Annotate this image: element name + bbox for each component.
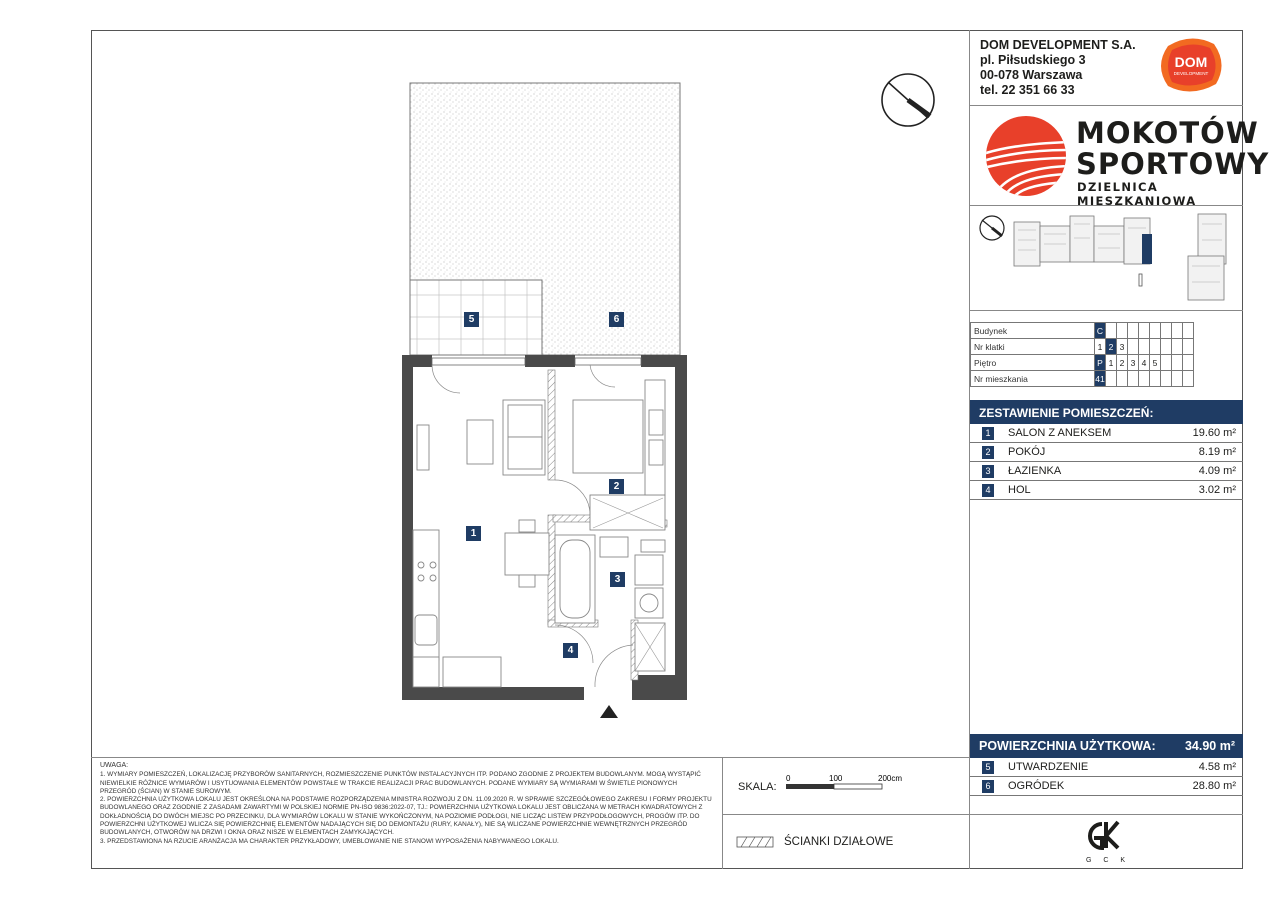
plan-tag-bathroom: 3	[610, 572, 625, 587]
info-cell	[1150, 371, 1161, 387]
note-item: 1. WYMIARY POMIESZCZEŃ, LOKALIZACJĘ PRZYBORÓW SANITARNYCH, ROZMIESZCZENIE PUNKTÓW INSTALACYJNYCH ITP. PODANO ZGODNIE Z PROJEKTEM BUDOWLANYM. MOGĄ WYSTĄPIĆ NIEWIELKIE RÓŻNICE WYMIARÓW I USYTUOWANIA ELEMENTÓW POWSTAŁE W TRAKCIE REALIZACJI PRAC BUDOWLANYCH. PODANE WYMIARY SĄ WYMIARAMI W ŚWIETLE PIONOWYCH PRZEGRÓD (ŚCIAN) W STANIE SUROWYM.	[100, 771, 701, 795]
info-cell	[1150, 339, 1161, 355]
room-name: POKÓJ	[1008, 446, 1046, 458]
info-cell	[1183, 355, 1194, 371]
info-cell	[1172, 323, 1183, 339]
info-cell	[1150, 323, 1161, 339]
info-cell	[1128, 323, 1139, 339]
info-cell: 5	[1150, 355, 1161, 371]
info-cell	[1183, 339, 1194, 355]
room-number: 5	[982, 761, 994, 774]
info-cell: 2	[1106, 339, 1117, 355]
info-cell	[1106, 323, 1117, 339]
site-plan-thumbnail	[976, 210, 1238, 306]
info-cell: 41	[1095, 371, 1106, 387]
info-cell: P	[1095, 355, 1106, 371]
divider	[969, 814, 1243, 815]
info-cell	[1139, 371, 1150, 387]
info-cell	[1161, 339, 1172, 355]
info-cell	[1161, 323, 1172, 339]
room-area: 28.80 m²	[1192, 780, 1236, 792]
room-name: SALON Z ANEKSEM	[1008, 427, 1112, 439]
dom-development-logo	[1158, 36, 1224, 94]
company-phone: tel. 22 351 66 33	[980, 83, 1075, 97]
info-cell	[1128, 371, 1139, 387]
divider	[969, 105, 1243, 106]
info-row-label: Budynek	[971, 323, 1095, 339]
dom-logo-text: DOM	[1174, 54, 1208, 70]
room-number: 3	[982, 465, 994, 478]
project-title-line2: SPORTOWY	[1076, 147, 1270, 181]
room-area: 8.19 m²	[1198, 446, 1236, 458]
info-row-label: Nr klatki	[971, 339, 1095, 355]
room-area: 3.02 m²	[1198, 484, 1236, 496]
room-number: 6	[982, 780, 994, 793]
notes-title: UWAGA:	[100, 762, 129, 769]
plan-tag-bedroom: 2	[609, 479, 624, 494]
gck-letters: G C K	[1085, 857, 1131, 864]
room-name: OGRÓDEK	[1008, 780, 1065, 792]
info-cell	[1139, 339, 1150, 355]
divider	[722, 757, 723, 869]
scale-bar	[780, 772, 910, 794]
note-item: 2. POWIERZCHNIA UŻYTKOWA LOKALU JEST OKREŚLONA NA PODSTAWIE ROZPORZĄDZENIA MINISTRA ROZWOJU Z DN. 11.09.2020 R. W SPRAWIE SZCZEGÓŁOWEGO ZAKRESU I FORMY PROJEKTU BUDOWLANEGO ORAZ ZGODNIE Z ZASADAMI ZAWARTYMI W POLSKIEJ NORMIE PN-ISO 9836:2022-07, TJ.: POWIERZCHNIA UŻYTKOWA LOKALU JEST OBLICZANA W METRACH KWADRATOWYCH Z DOKŁADNOŚCIĄ DO DWÓCH MIEJSC PO PRZECINKU, DLA WYMIARÓW LOKALU W STANIE WYKOŃCZONYM, NA POZIOMIE PODŁOGI, NIE LICZĄC LISTEW PRZYPODŁOGOWYCH, PROGÓW ITP. DO POWIERZCHNI UŻYTKOWEJ WLICZA SIĘ POWIERZCHNIĘ ELEMENTÓW NADAJĄCYCH SIĘ DO DEMONTAŻU (RURY, KANAŁY), NIE SĄ WLICZANE POWIERZCHNIE WEWNĘTRZNYCH PRZEGRÓD BUDOWLANYCH, OTWORÓW NA DRZWI I OKNA ORAZ NISZE W ELEMENTACH ZAMYKAJĄCYCH.	[100, 796, 712, 837]
room-name: HOL	[1008, 484, 1031, 496]
plan-tag-terrace: 5	[464, 312, 479, 327]
info-cell	[1139, 323, 1150, 339]
info-row	[971, 339, 1194, 355]
info-cell: 3	[1128, 355, 1139, 371]
floor-plan	[395, 75, 695, 725]
plan-tag-living: 1	[466, 526, 481, 541]
info-cell: 3	[1117, 339, 1128, 355]
company-address: pl. Piłsudskiego 3	[980, 53, 1086, 67]
rooms-header: ZESTAWIENIE POMIESZCZEŃ:	[970, 400, 1243, 424]
scale-tick: 0	[786, 774, 791, 783]
scale-tick: 200cm	[878, 774, 903, 783]
room-row	[970, 777, 1243, 796]
note-item: 3. PRZEDSTAWIONA NA RZUCIE ARANŻACJA MA CHARAKTER PRZYKŁADOWY, UMEBLOWANIE NIE STANOWI WYPOSAŻENIA NABYWANEGO LOKALU.	[100, 837, 559, 845]
info-row	[971, 355, 1194, 371]
info-row-label: Nr mieszkania	[971, 371, 1095, 387]
info-row	[971, 371, 1194, 387]
plan-tag-hall: 4	[563, 643, 578, 658]
usable-area-label: POWIERZCHNIA UŻYTKOWA:	[979, 739, 1156, 753]
partition-wall-legend-swatch	[736, 834, 776, 850]
gck-logo	[1078, 818, 1138, 866]
info-cell: C	[1095, 323, 1106, 339]
room-number: 2	[982, 446, 994, 459]
legend-label: ŚCIANKI DZIAŁOWE	[784, 836, 894, 848]
room-row	[970, 481, 1243, 500]
scale-tick: 100	[829, 774, 843, 783]
info-cell	[1117, 371, 1128, 387]
divider	[722, 814, 969, 815]
dom-logo-subtext: DEVELOPMENT	[1173, 71, 1209, 76]
room-name: ŁAZIENKA	[1008, 465, 1062, 477]
divider	[91, 757, 969, 758]
info-row-label: Piętro	[971, 355, 1095, 371]
info-cell	[1128, 339, 1139, 355]
room-row	[970, 462, 1243, 481]
info-cell	[1161, 355, 1172, 371]
info-cell	[1172, 355, 1183, 371]
plan-tag-garden: 6	[609, 312, 624, 327]
info-cell	[1106, 371, 1117, 387]
room-number: 1	[982, 427, 994, 440]
project-title-line1: MOKOTÓW	[1076, 116, 1259, 150]
info-cell	[1117, 323, 1128, 339]
info-cell	[1183, 323, 1194, 339]
room-row	[970, 443, 1243, 462]
info-cell: 4	[1139, 355, 1150, 371]
company-name: DOM DEVELOPMENT S.A.	[980, 38, 1136, 52]
company-info	[980, 38, 1136, 98]
room-area: 4.58 m²	[1198, 761, 1236, 773]
info-cell	[1161, 371, 1172, 387]
info-cell	[1172, 339, 1183, 355]
north-arrow-icon	[878, 70, 938, 130]
info-cell	[1183, 371, 1194, 387]
info-row	[971, 323, 1194, 339]
project-title	[1076, 118, 1269, 180]
entrance-arrow-icon	[600, 705, 618, 718]
info-cell	[1172, 371, 1183, 387]
room-number: 4	[982, 484, 994, 497]
project-subtitle: DZIELNICA MIESZKANIOWA	[1077, 180, 1197, 208]
compass-icon	[980, 216, 1004, 240]
notes	[100, 762, 712, 846]
furniture	[413, 380, 665, 687]
info-cell: 1	[1095, 339, 1106, 355]
mokotow-sportowy-emblem	[983, 114, 1069, 198]
info-cell: 1	[1106, 355, 1117, 371]
room-name: UTWARDZENIE	[1008, 761, 1089, 773]
company-city: 00-078 Warszawa	[980, 68, 1083, 82]
usable-area-value: 34.90 m²	[1184, 739, 1235, 753]
apartment-info-table	[970, 322, 1194, 387]
room-row	[970, 758, 1243, 777]
room-area: 4.09 m²	[1198, 465, 1236, 477]
scale-label: SKALA:	[738, 781, 777, 793]
usable-area-bar	[970, 734, 1243, 758]
divider	[969, 310, 1243, 311]
room-area: 19.60 m²	[1192, 427, 1236, 439]
room-row	[970, 424, 1243, 443]
info-cell: 2	[1117, 355, 1128, 371]
